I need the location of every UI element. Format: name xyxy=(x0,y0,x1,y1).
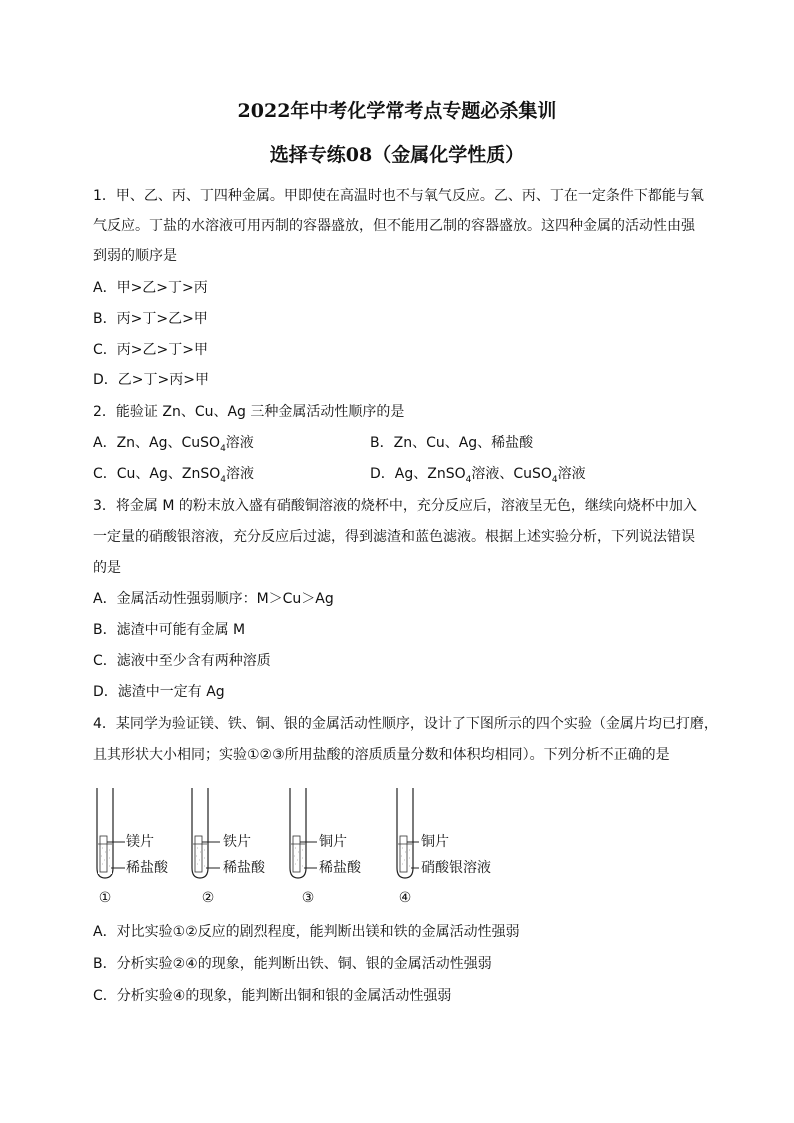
q1-option-a: A．甲>乙>丁>丙 xyxy=(93,280,208,296)
q1-stem-line-3: 到弱的顺序是 xyxy=(93,248,177,264)
tube-3-number: ③ xyxy=(301,890,315,906)
q1-stem-line-1: 1．甲、乙、丙、丁四种金属。甲即使在高温时也不与氧气反应。乙、丙、丁在一定条件下都能与氧 xyxy=(93,188,704,204)
tube-2-outline xyxy=(192,788,208,878)
q3-stem-line-3: 的是 xyxy=(93,560,121,576)
q2-option-a: A．Zn、Ag、CuSO$_4$溶液 xyxy=(93,435,254,454)
tube-1-solution-label: 稀盐酸 xyxy=(126,860,168,876)
tube-1-number: ① xyxy=(98,890,112,906)
document-title: 2022年中考化学常考点专题必杀集训 xyxy=(237,100,557,122)
tube-2-metal-label: 铁片 xyxy=(223,834,251,850)
q4-stem-line-2: 且其形状大小相同；实验①②③所用盐酸的溶质质量分数和体积均相同）。下列分析不正确的是 xyxy=(93,747,670,763)
test-tube-3 xyxy=(290,788,362,906)
q4-option-b: B．分析实验②④的现象，能判断出铁、铜、银的金属活动性强弱 xyxy=(93,956,492,972)
q4-option-c: C．分析实验④的现象，能判断出铜和银的金属活动性强弱 xyxy=(93,988,452,1004)
tube-2-solution-label: 稀盐酸 xyxy=(223,860,265,876)
q4-stem-line-1: 4．某同学为验证镁、铁、铜、银的金属活动性顺序，设计了下图所示的四个实验（金属片均已打磨， xyxy=(93,716,718,732)
tube-3-outline xyxy=(290,788,306,878)
document-subtitle: 选择专练08（金属化学性质） xyxy=(269,144,525,166)
test-tube-diagram xyxy=(85,786,525,906)
tube-2-number: ② xyxy=(201,890,215,906)
q1-stem-line-2: 气反应。丁盐的水溶液可用丙制的容器盛放，但不能用乙制的容器盛放。这四种金属的活动性由强 xyxy=(93,218,695,234)
q3-option-c: C．滤液中至少含有两种溶质 xyxy=(93,653,271,669)
tube-4-number: ④ xyxy=(398,890,412,906)
q3-stem-line-1: 3．将金属 M 的粉末放入盛有硝酸铜溶液的烧杯中，充分反应后，溶液呈无色，继续向烧杯中加入 xyxy=(93,498,697,514)
q2-option-d: D．Ag、ZnSO$_4$溶液、CuSO$_4$溶液 xyxy=(370,466,586,485)
tube-4-liquid-dots xyxy=(401,848,410,866)
q3-option-b: B．滤渣中可能有金属 M xyxy=(93,622,246,638)
tube-3-metal-label: 铜片 xyxy=(319,834,347,850)
tube-3-metal-strip xyxy=(293,836,300,872)
q1-option-b: B．丙>丁>乙>甲 xyxy=(93,311,208,327)
tube-4-metal-strip xyxy=(400,836,407,872)
q3-option-a: A．金属活动性强弱顺序：M＞Cu＞Ag xyxy=(93,591,334,607)
tube-2-metal-strip xyxy=(195,836,202,872)
q4-option-a: A．对比实验①②反应的剧烈程度，能判断出镁和铁的金属活动性强弱 xyxy=(93,924,520,940)
test-tube-figure xyxy=(85,786,525,906)
tube-3-liquid-dots xyxy=(294,848,303,866)
tube-4-outline xyxy=(397,788,413,878)
test-tube-4 xyxy=(397,788,491,906)
tube-4-solution-label: 硝酸银溶液 xyxy=(421,860,491,876)
test-tube-1 xyxy=(97,788,169,906)
q3-stem-line-2: 一定量的硝酸银溶液，充分反应后过滤，得到滤渣和蓝色滤液。根据上述实验分析，下列说法错误 xyxy=(93,529,695,545)
q1-option-c: C．丙>乙>丁>甲 xyxy=(93,342,208,358)
q1-option-d: D．乙>丁>丙>甲 xyxy=(93,372,209,388)
q2-option-c: C．Cu、Ag、ZnSO$_4$溶液 xyxy=(93,466,254,485)
tube-2-liquid-dots xyxy=(196,848,205,866)
test-tube-2 xyxy=(192,788,266,906)
tube-3-solution-label: 稀盐酸 xyxy=(319,860,361,876)
tube-4-metal-label: 铜片 xyxy=(421,834,449,850)
tube-1-metal-label: 镁片 xyxy=(126,834,154,850)
q3-option-d: D．滤渣中一定有 Ag xyxy=(93,684,225,700)
q2-option-b: B．Zn、Cu、Ag、稀盐酸 xyxy=(370,435,534,451)
q2-stem: 2．能验证 Zn、Cu、Ag 三种金属活动性顺序的是 xyxy=(93,404,405,420)
